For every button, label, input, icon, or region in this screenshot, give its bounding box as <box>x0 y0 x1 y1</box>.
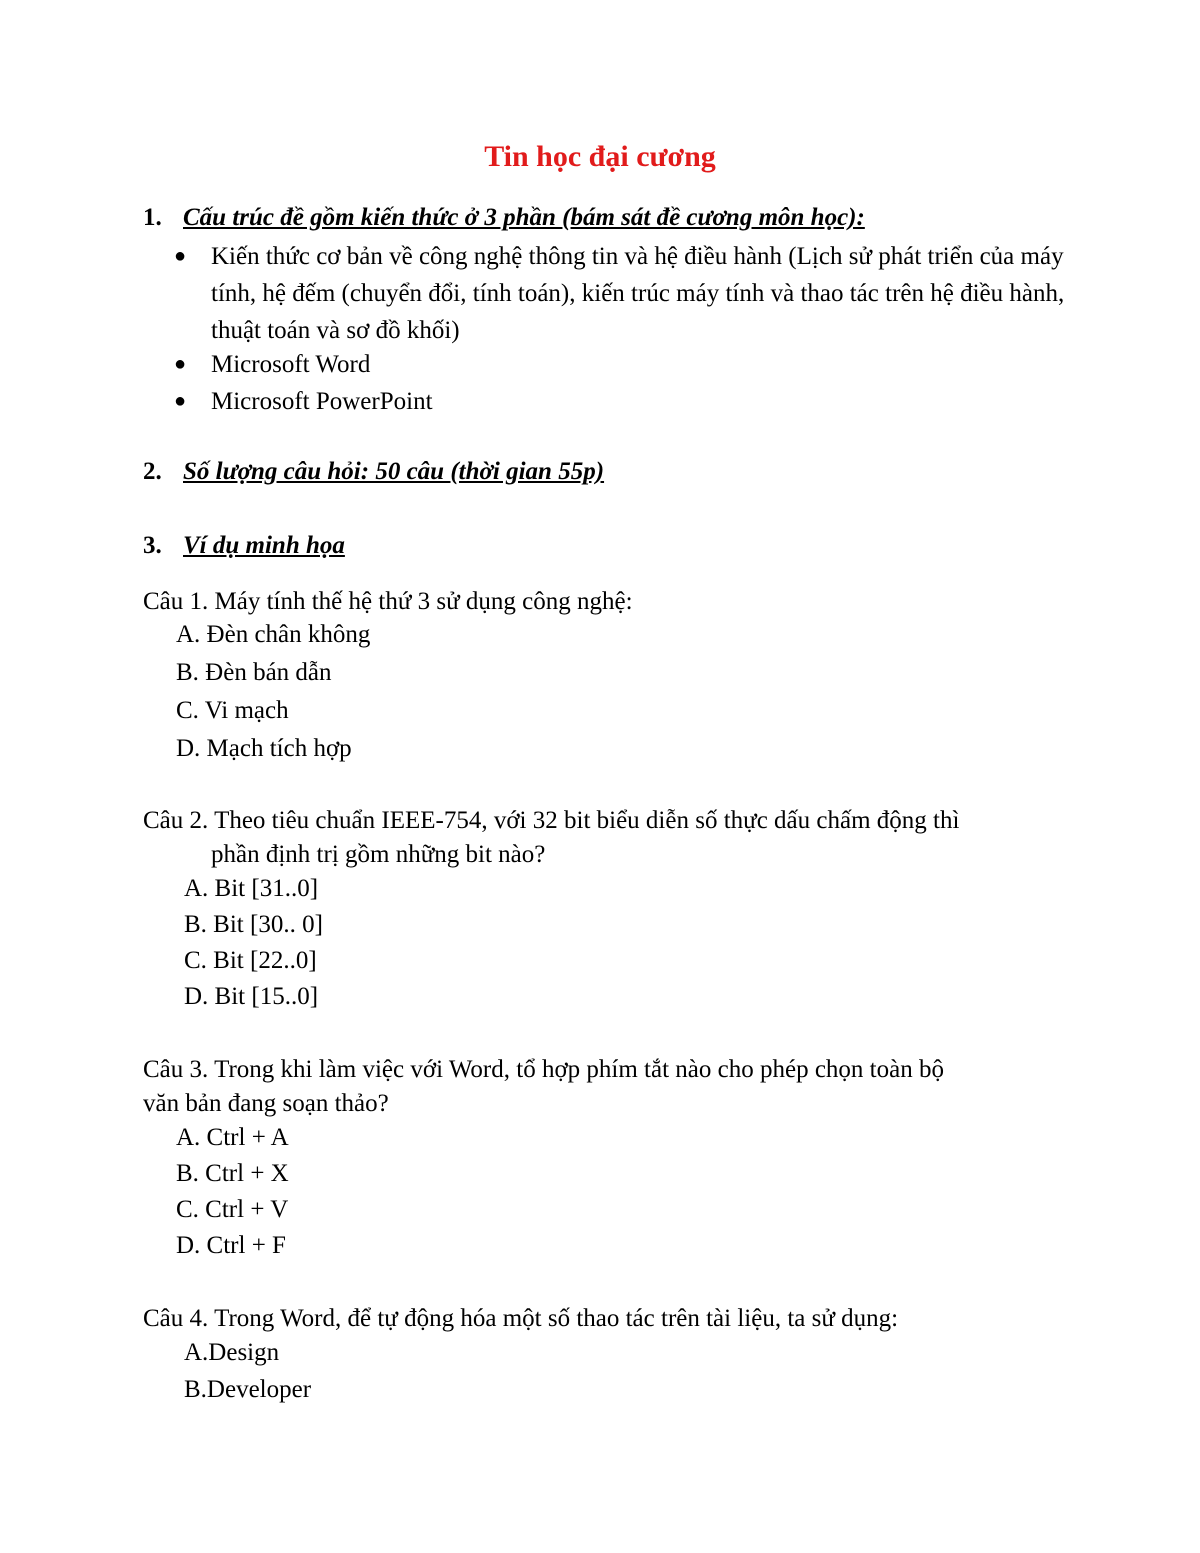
bullet-icon: ● <box>174 353 187 375</box>
question-2-text-line2: phần định trị gồm những bit nào? <box>211 841 546 868</box>
bullet-text: Microsoft Word <box>211 351 371 378</box>
question-3-option-c: C. Ctrl + V <box>176 1196 289 1223</box>
section-number: 1. <box>143 204 162 231</box>
bullet-icon: ● <box>174 390 187 412</box>
question-1-option-c: C. Vi mạch <box>176 697 289 724</box>
bullet-icon: ● <box>174 245 187 267</box>
bullet-item <box>174 383 1081 420</box>
section-number: 3. <box>143 532 162 559</box>
section-3-heading <box>143 532 345 560</box>
question-2-option-d: D. Bit [15..0] <box>184 983 319 1010</box>
question-1-text: Câu 1. Máy tính thế hệ thứ 3 sử dụng công nghệ: <box>143 588 633 615</box>
bullet-item <box>174 346 1081 383</box>
question-4-option-b: B.Developer <box>184 1376 312 1403</box>
bullet-item <box>174 238 1081 349</box>
section-1-heading <box>143 204 865 232</box>
question-3-text-line1: Câu 3. Trong khi làm việc với Word, tổ hợp phím tắt nào cho phép chọn toàn bộ <box>143 1056 944 1083</box>
section-number: 2. <box>143 458 162 485</box>
question-1-option-d: D. Mạch tích hợp <box>176 735 352 762</box>
section-text: Số lượng câu hỏi: 50 câu (thời gian 55p) <box>183 458 605 485</box>
question-1-option-a: A. Đèn chân không <box>176 621 371 648</box>
section-text: Ví dụ minh họa <box>183 532 345 559</box>
question-1-option-b: B. Đèn bán dẫn <box>176 659 332 686</box>
question-3-option-d: D. Ctrl + F <box>176 1232 286 1259</box>
question-2-option-c: C. Bit [22..0] <box>184 947 317 974</box>
question-4-option-a: A.Design <box>184 1339 280 1366</box>
question-2-option-a: A. Bit [31..0] <box>184 875 319 902</box>
section-2-heading <box>143 458 604 486</box>
question-3-text-line2: văn bản đang soạn thảo? <box>143 1090 389 1117</box>
question-2-option-b: B. Bit [30.. 0] <box>184 911 323 938</box>
question-4-text: Câu 4. Trong Word, để tự động hóa một số thao tác trên tài liệu, ta sử dụng: <box>143 1305 899 1332</box>
bullet-text: Kiến thức cơ bản về công nghệ thông tin và hệ điều hành (Lịch sử phát triển của máy tính, hệ đếm (chuyển đổi, tính toán), kiến trúc máy tính và thao tác trên hệ điều hành, thuật toán và sơ đồ khối) <box>211 243 1065 344</box>
section-text: Cấu trúc đề gồm kiến thức ở 3 phần (bám sát đề cương môn học): <box>183 204 865 231</box>
bullet-text: Microsoft PowerPoint <box>211 388 433 415</box>
document-title: Tin học đại cương <box>484 140 716 173</box>
question-3-option-b: B. Ctrl + X <box>176 1160 289 1187</box>
question-2-text-line1: Câu 2. Theo tiêu chuẩn IEEE-754, với 32 bit biểu diễn số thực dấu chấm động thì <box>143 807 960 834</box>
question-3-option-a: A. Ctrl + A <box>176 1124 289 1151</box>
